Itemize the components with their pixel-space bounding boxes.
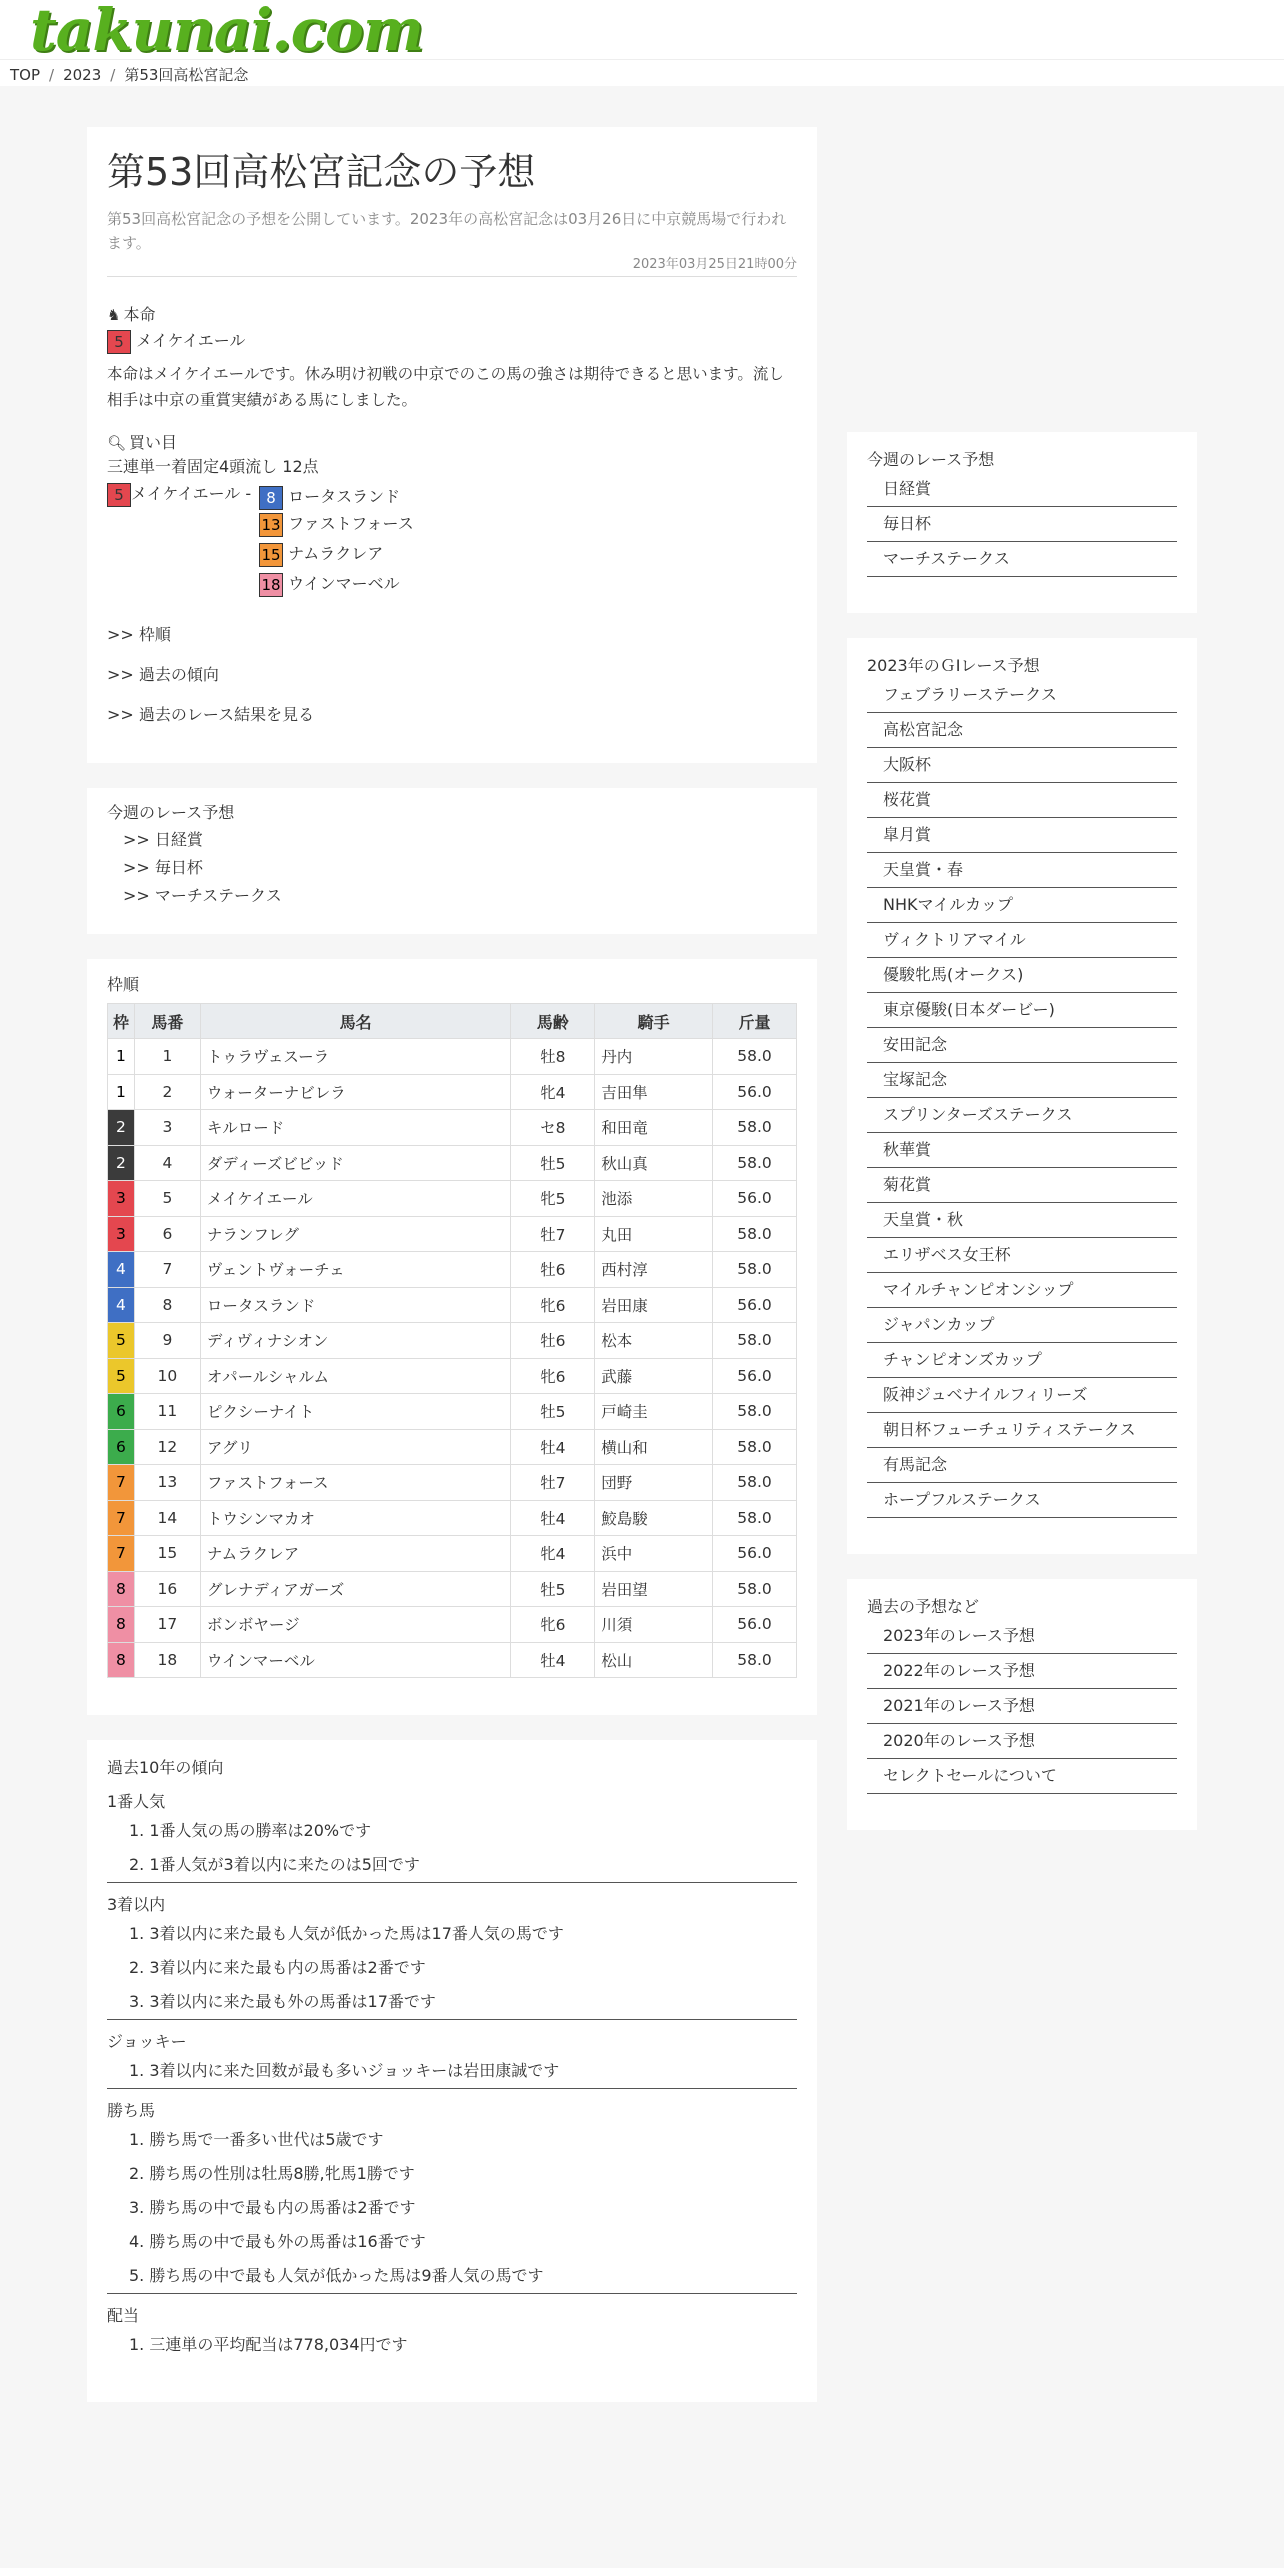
kaime-bets	[107, 479, 797, 599]
weight-cell: 58.0	[713, 1642, 797, 1678]
number-cell: 9	[134, 1323, 200, 1359]
main-column	[87, 127, 817, 2427]
kaime-partner-row	[259, 482, 400, 512]
jockey-cell: 川須	[595, 1607, 713, 1643]
waku-cell: 3	[108, 1216, 135, 1252]
trend-category-title: 勝ち馬	[107, 2101, 156, 2120]
number-cell: 2	[134, 1074, 200, 1110]
number-cell: 7	[134, 1252, 200, 1288]
trend-item: 1. 三連単の平均配当は778,034円です	[129, 2335, 408, 2354]
col-header-name: 馬名	[200, 1004, 510, 1039]
sidebar-link[interactable]: 朝日杯フューチュリティステークス	[867, 1413, 1177, 1448]
number-cell: 18	[134, 1642, 200, 1678]
trends-list	[107, 1790, 797, 2362]
waku-cell: 5	[108, 1358, 135, 1394]
kaime-first-name: メイケイエール -	[131, 484, 252, 503]
horse-name-cell: ウォーターナビレラ	[200, 1074, 510, 1110]
table-row	[108, 1500, 797, 1536]
trend-item: 3. 3着以内に来た最も外の馬番は17番です	[129, 1992, 436, 2011]
trend-item: 1. 勝ち馬で一番多い世代は5歳です	[129, 2130, 384, 2149]
jockey-cell: 松本	[595, 1323, 713, 1359]
waku-cell: 8	[108, 1642, 135, 1678]
honmei-name: メイケイエール	[136, 331, 246, 350]
link-past-results[interactable]: >> 過去のレース結果を見る	[107, 705, 315, 724]
waku-table-title: 枠順	[107, 975, 140, 994]
number-cell: 10	[134, 1358, 200, 1394]
partner-name: ファストフォース	[288, 514, 414, 533]
sidebar-past-title: 過去の予想など	[867, 1597, 980, 1616]
number-cell: 14	[134, 1500, 200, 1536]
table-row	[108, 1642, 797, 1678]
table-row	[108, 1252, 797, 1288]
kaime-partner-row	[259, 569, 400, 599]
waku-cell: 7	[108, 1536, 135, 1572]
sidebar-link[interactable]: 菊花賞	[867, 1168, 1177, 1203]
horse-number-badge: 18	[259, 573, 283, 597]
table-row	[108, 1181, 797, 1217]
table-row	[108, 1358, 797, 1394]
waku-table-card	[87, 959, 817, 1715]
partner-name: ウインマーベル	[288, 574, 400, 593]
sidebar-link[interactable]: 2022年のレース予想	[867, 1654, 1177, 1689]
waku-cell: 4	[108, 1287, 135, 1323]
weight-cell: 56.0	[713, 1181, 797, 1217]
sidebar-link[interactable]: NHKマイルカップ	[867, 888, 1177, 923]
sidebar-link[interactable]: チャンピオンズカップ	[867, 1343, 1177, 1378]
number-cell: 1	[134, 1039, 200, 1075]
waku-cell: 5	[108, 1323, 135, 1359]
waku-table-body	[108, 1039, 797, 1678]
age-cell: 牡5	[511, 1571, 595, 1607]
horse-name-cell: トゥラヴェスーラ	[200, 1039, 510, 1075]
sidebar-link[interactable]: 有馬記念	[867, 1448, 1177, 1483]
number-cell: 15	[134, 1536, 200, 1572]
kaime-type: 三連単一着固定4頭流し 12点	[107, 457, 319, 476]
weight-cell: 56.0	[713, 1074, 797, 1110]
trend-item: 5. 勝ち馬の中で最も人気が低かった馬は9番人気の馬です	[129, 2266, 544, 2285]
jockey-cell: 丹内	[595, 1039, 713, 1075]
horse-icon: ♞	[107, 306, 121, 324]
waku-cell: 3	[108, 1181, 135, 1217]
horse-name-cell: ナランフレグ	[200, 1216, 510, 1252]
trend-category-title: 3着以内	[107, 1895, 166, 1914]
weight-cell: 58.0	[713, 1252, 797, 1288]
trend-item: 1. 3着以内に来た回数が最も多いジョッキーは岩田康誠です	[129, 2061, 560, 2080]
weight-cell: 58.0	[713, 1394, 797, 1430]
trend-item: 3. 勝ち馬の中で最も内の馬番は2番です	[129, 2198, 416, 2217]
horse-name-cell: キルロード	[200, 1110, 510, 1146]
age-cell: 牡4	[511, 1500, 595, 1536]
sidebar-link[interactable]: 宝塚記念	[867, 1063, 1177, 1098]
sidebar-link[interactable]: 日経賞	[867, 472, 1177, 507]
sidebar-link[interactable]: 天皇賞・春	[867, 853, 1177, 888]
sidebar-weekly-card	[847, 432, 1197, 613]
sidebar-link[interactable]: 天皇賞・秋	[867, 1203, 1177, 1238]
age-cell: 牡7	[511, 1216, 595, 1252]
article-card	[87, 127, 817, 763]
age-cell: 牡8	[511, 1039, 595, 1075]
waku-cell: 8	[108, 1571, 135, 1607]
horse-name-cell: オパールシャルム	[200, 1358, 510, 1394]
age-cell: 牡7	[511, 1465, 595, 1501]
table-row	[108, 1074, 797, 1110]
horse-number-badge: 5	[107, 330, 131, 354]
link-trends[interactable]: >> 過去の傾向	[107, 665, 219, 684]
number-cell: 12	[134, 1429, 200, 1465]
age-cell: 牝5	[511, 1181, 595, 1217]
col-header-number: 馬番	[134, 1004, 200, 1039]
weekly-races-card	[87, 788, 817, 934]
col-header-weight: 斤量	[713, 1004, 797, 1039]
table-row	[108, 1536, 797, 1572]
age-cell: 牡6	[511, 1323, 595, 1359]
col-header-jockey: 騎手	[595, 1004, 713, 1039]
site-header	[0, 0, 1284, 64]
horse-name-cell: ヴェントヴォーチェ	[200, 1252, 510, 1288]
trend-category-title: 配当	[107, 2306, 140, 2325]
horse-name-cell: ナムラクレア	[200, 1536, 510, 1572]
trend-item: 2. 1番人気が3着以内に来たのは5回です	[129, 1855, 420, 1874]
trends-card	[87, 1740, 817, 2402]
age-cell: 牝6	[511, 1358, 595, 1394]
sidebar-link[interactable]: マーチステークス	[867, 542, 1177, 577]
trend-item: 2. 勝ち馬の性別は牡馬8勝,牝馬1勝です	[129, 2164, 415, 2183]
sidebar-link[interactable]: 秋華賞	[867, 1133, 1177, 1168]
table-row	[108, 1145, 797, 1181]
table-row	[108, 1110, 797, 1146]
jockey-cell: 池添	[595, 1181, 713, 1217]
waku-table	[107, 1003, 797, 1678]
age-cell: 牝6	[511, 1607, 595, 1643]
horse-name-cell: ダディーズビビッド	[200, 1145, 510, 1181]
sidebar	[847, 432, 1197, 1855]
sidebar-link[interactable]: 2020年のレース予想	[867, 1724, 1177, 1759]
jockey-cell: 松山	[595, 1642, 713, 1678]
partner-name: ロータスランド	[288, 487, 401, 506]
number-cell: 6	[134, 1216, 200, 1252]
article-description: 第53回高松宮記念の予想を公開しています。2023年の高松宮記念は03月26日に中京競馬場で行われます。	[107, 210, 787, 252]
kaime-partner-row	[259, 539, 383, 569]
page-title: 第53回高松宮記念の予想	[107, 150, 536, 194]
table-row	[108, 1465, 797, 1501]
sidebar-link[interactable]: エリザベス女王杯	[867, 1238, 1177, 1273]
jockey-cell: 戸崎圭	[595, 1394, 713, 1430]
horse-name-cell: アグリ	[200, 1429, 510, 1465]
jockey-cell: 鮫島駿	[595, 1500, 713, 1536]
sidebar-past-card	[847, 1579, 1197, 1830]
horse-number-badge: 13	[259, 513, 283, 537]
horse-name-cell: ロータスランド	[200, 1287, 510, 1323]
sidebar-link[interactable]: 2023年のレース予想	[867, 1619, 1177, 1654]
honmei-horse	[107, 327, 797, 355]
weekly-link-nikkeisho[interactable]: >> 日経賞	[123, 830, 203, 849]
jockey-cell: 浜中	[595, 1536, 713, 1572]
age-cell: 牡6	[511, 1252, 595, 1288]
sidebar-g1-list	[867, 678, 1177, 1518]
jockey-cell: 横山和	[595, 1429, 713, 1465]
jockey-cell: 武藤	[595, 1358, 713, 1394]
trend-category	[107, 2030, 797, 2089]
weight-cell: 58.0	[713, 1500, 797, 1536]
age-cell: 牡4	[511, 1642, 595, 1678]
weight-cell: 58.0	[713, 1571, 797, 1607]
horse-name-cell: ボンボヤージ	[200, 1607, 510, 1643]
weight-cell: 58.0	[713, 1039, 797, 1075]
sidebar-link[interactable]: 東京優駿(日本ダービー)	[867, 993, 1177, 1028]
trend-item: 1. 3着以内に来た最も人気が低かった馬は17番人気の馬です	[129, 1924, 564, 1943]
waku-cell: 7	[108, 1465, 135, 1501]
sidebar-link[interactable]: 安田記念	[867, 1028, 1177, 1063]
waku-cell: 6	[108, 1394, 135, 1430]
number-cell: 13	[134, 1465, 200, 1501]
weight-cell: 58.0	[713, 1216, 797, 1252]
sidebar-link[interactable]: ジャパンカップ	[867, 1308, 1177, 1343]
sidebar-link[interactable]: セレクトセールについて	[867, 1759, 1177, 1794]
trend-category	[107, 1893, 797, 2020]
horse-name-cell: ファストフォース	[200, 1465, 510, 1501]
horse-name-cell: ウインマーベル	[200, 1642, 510, 1678]
number-cell: 8	[134, 1287, 200, 1323]
number-cell: 5	[134, 1181, 200, 1217]
sidebar-link[interactable]: ホープフルステークス	[867, 1483, 1177, 1518]
jockey-cell: 吉田隼	[595, 1074, 713, 1110]
trend-category-title: ジョッキー	[107, 2032, 187, 2051]
age-cell: 牝4	[511, 1074, 595, 1110]
waku-cell: 2	[108, 1145, 135, 1181]
horse-number-badge: 8	[259, 486, 283, 510]
weekly-title: 今週のレース予想	[107, 803, 235, 822]
trend-item: 4. 勝ち馬の中で最も外の馬番は16番です	[129, 2232, 426, 2251]
waku-cell: 2	[108, 1110, 135, 1146]
jockey-cell: 西村淳	[595, 1252, 713, 1288]
sidebar-link[interactable]: フェブラリーステークス	[867, 678, 1177, 713]
breadcrumb: TOP / 2023 / 第53回高松宮記念	[0, 60, 1284, 86]
sidebar-g1-title: 2023年のＧⅠレース予想	[867, 656, 1040, 675]
age-cell: 牡4	[511, 1429, 595, 1465]
breadcrumb-top[interactable]: TOP	[10, 66, 41, 84]
partner-name: ナムラクレア	[288, 544, 384, 563]
table-row	[108, 1323, 797, 1359]
weekly-link-mainichihai[interactable]: >> 毎日杯	[123, 858, 203, 877]
table-row	[108, 1394, 797, 1430]
table-row	[108, 1216, 797, 1252]
waku-cell: 6	[108, 1429, 135, 1465]
table-row	[108, 1287, 797, 1323]
jockey-cell: 岩田望	[595, 1571, 713, 1607]
breadcrumb-year[interactable]: 2023	[63, 66, 102, 84]
age-cell: セ8	[511, 1110, 595, 1146]
trend-item: 2. 3着以内に来た最も内の馬番は2番です	[129, 1958, 426, 1977]
horse-name-cell: グレナディアガーズ	[200, 1571, 510, 1607]
table-row	[108, 1571, 797, 1607]
trend-category	[107, 1790, 797, 1883]
number-cell: 16	[134, 1571, 200, 1607]
jockey-cell: 和田竜	[595, 1110, 713, 1146]
sidebar-link[interactable]: スプリンターズステークス	[867, 1098, 1177, 1133]
kaime-partner-row	[259, 509, 414, 539]
table-row	[108, 1607, 797, 1643]
number-cell: 4	[134, 1145, 200, 1181]
horse-name-cell: ピクシーナイト	[200, 1394, 510, 1430]
col-header-waku: 枠	[108, 1004, 135, 1039]
trend-category	[107, 2304, 797, 2362]
weight-cell: 56.0	[713, 1358, 797, 1394]
age-cell: 牡5	[511, 1145, 595, 1181]
number-cell: 3	[134, 1110, 200, 1146]
waku-cell: 4	[108, 1252, 135, 1288]
sidebar-link[interactable]: 大阪杯	[867, 748, 1177, 783]
horse-name-cell: ディヴィナシオン	[200, 1323, 510, 1359]
horse-name-cell: メイケイエール	[200, 1181, 510, 1217]
age-cell: 牡5	[511, 1394, 595, 1430]
link-waku[interactable]: >> 枠順	[107, 625, 171, 644]
age-cell: 牝6	[511, 1287, 595, 1323]
weight-cell: 56.0	[713, 1536, 797, 1572]
honmei-text: 本命はメイケイエールです。休み明け初戦の中京でのこの馬の強さは期待できると思います。流し相手は中京の重賞実績がある馬にしました。	[107, 365, 784, 409]
site-logo[interactable]: takunai.com	[30, 0, 424, 64]
sidebar-link[interactable]: 2021年のレース予想	[867, 1689, 1177, 1724]
sidebar-g1-card	[847, 638, 1197, 1554]
horse-name-cell: トウシンマカオ	[200, 1500, 510, 1536]
sidebar-link[interactable]: 皐月賞	[867, 818, 1177, 853]
weight-cell: 58.0	[713, 1465, 797, 1501]
breadcrumb-current: 第53回高松宮記念	[124, 66, 249, 84]
weight-cell: 56.0	[713, 1287, 797, 1323]
table-row	[108, 1429, 797, 1465]
waku-cell: 8	[108, 1607, 135, 1643]
waku-cell: 1	[108, 1039, 135, 1075]
number-cell: 17	[134, 1607, 200, 1643]
sidebar-link[interactable]: 毎日杯	[867, 507, 1177, 542]
col-header-age: 馬齢	[511, 1004, 595, 1039]
horse-number-badge: 5	[107, 483, 131, 507]
trend-category	[107, 2099, 797, 2294]
jockey-cell: 秋山真	[595, 1145, 713, 1181]
trend-category-title: 1番人気	[107, 1792, 166, 1811]
weight-cell: 58.0	[713, 1429, 797, 1465]
weight-cell: 58.0	[713, 1145, 797, 1181]
weight-cell: 58.0	[713, 1110, 797, 1146]
sidebar-link[interactable]: 高松宮記念	[867, 713, 1177, 748]
article-date: 2023年03月25日21時00分	[107, 253, 797, 277]
jockey-cell: 丸田	[595, 1216, 713, 1252]
waku-cell: 1	[108, 1074, 135, 1110]
sidebar-link[interactable]: 桜花賞	[867, 783, 1177, 818]
sidebar-weekly-title: 今週のレース予想	[867, 450, 995, 469]
sidebar-link[interactable]: ヴィクトリアマイル	[867, 923, 1177, 958]
table-row	[108, 1039, 797, 1075]
weekly-link-march-stakes[interactable]: >> マーチステークス	[123, 886, 282, 905]
sidebar-link[interactable]: 優駿牝馬(オークス)	[867, 958, 1177, 993]
waku-cell: 7	[108, 1500, 135, 1536]
weight-cell: 58.0	[713, 1323, 797, 1359]
sidebar-past-list	[867, 1619, 1177, 1794]
horse-number-badge: 15	[259, 543, 283, 567]
trend-item: 1. 1番人気の馬の勝率は20%です	[129, 1821, 372, 1840]
honmei-heading: ♞ 本命	[107, 305, 156, 324]
number-cell: 11	[134, 1394, 200, 1430]
kaime-heading: 🔍︎ 買い目	[107, 433, 178, 452]
sidebar-link[interactable]: 阪神ジュベナイルフィリーズ	[867, 1378, 1177, 1413]
sidebar-link[interactable]: マイルチャンピオンシップ	[867, 1273, 1177, 1308]
jockey-cell: 岩田康	[595, 1287, 713, 1323]
sidebar-weekly-list	[867, 472, 1177, 577]
weight-cell: 56.0	[713, 1607, 797, 1643]
article-links	[107, 625, 797, 725]
trends-title: 過去10年の傾向	[107, 1758, 224, 1777]
search-icon: 🔍︎	[107, 434, 127, 452]
jockey-cell: 団野	[595, 1465, 713, 1501]
age-cell: 牝4	[511, 1536, 595, 1572]
